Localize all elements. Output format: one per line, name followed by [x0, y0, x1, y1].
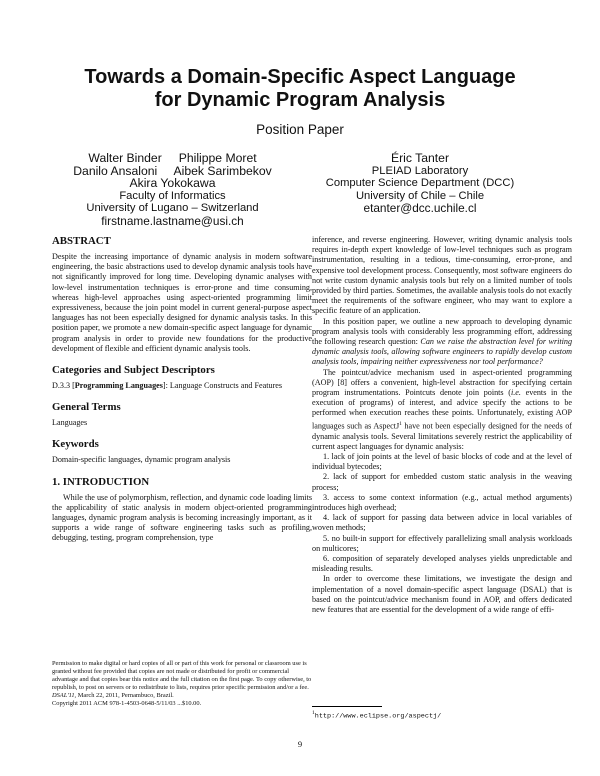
footnote-marker: 1 [399, 420, 402, 427]
abstract-heading: ABSTRACT [52, 235, 111, 247]
footnote [312, 706, 572, 721]
author-affiliation: University of Chile – Chile [355, 189, 485, 202]
introduction-heading: 1. INTRODUCTION [52, 475, 150, 488]
paper-title-line-2: for Dynamic Program Analysis [154, 89, 446, 111]
keywords-heading: Keywords [52, 438, 99, 451]
list-item: 2. lack of support for embedded custom static analysis in the weaving process; [312, 472, 572, 492]
author-name: Walter Binder [88, 151, 162, 165]
paragraph: inference, and reverse engineering. However, writing dynamic analysis tools requires in-depth expert knowledge of low-level techniques such as program instrumentation, resulting in a tedious, time-consuming, error-prone, and expensive tool development process. Consequently, most software engineers do not write custom dynamic analysis tools but rely on a limited number of tools provided by third parties. Sometimes, the available analysis tools do not exactly meet the requirements of the software engineer, who may want to explore a specific feature of an application. [312, 235, 572, 316]
research-question: Can we raise the abstraction level for writing dynamic analysis tools, allowing software engineers to rapidly develop custom analysis tools, impairing neither expressiveness nor tool performance? [312, 337, 573, 367]
list-item: 1. lack of join points at the level of basic blocks of code and at the level of individual bytecodes; [312, 451, 572, 472]
author-name: Danilo Ansaloni [73, 163, 158, 178]
footnote-text: $^1$http://www.eclipse.org/aspectj/ [312, 710, 442, 721]
permission-notice [52, 660, 312, 708]
categories-text: D.3.3 [Programming Languages]: Language Constructs and Features [52, 381, 283, 391]
author-email: etanter@dcc.uchile.cl [363, 201, 477, 216]
categories-heading: Categories and Subject Descriptors [52, 364, 215, 377]
author-block-right [310, 152, 530, 215]
author-name: Éric Tanter [390, 151, 450, 165]
copyright-line: Copyright 2011 ACM 978-1-4503-0648-5/11/03 ...$10.00. [52, 700, 202, 707]
footnote-url: http://www.eclipse.org/aspectj/ [314, 712, 442, 721]
list-item: 5. no built-in support for effectively parallelizing small analysis workloads on multicores; [312, 533, 572, 553]
author-email: firstname.lastname@usi.ch [101, 213, 244, 228]
general-terms-heading: General Terms [52, 401, 121, 414]
author-name: Philippe Moret [178, 151, 257, 165]
paper-title-line-1: Towards a Domain-Specific Aspect Language [84, 66, 516, 88]
author-name: Aibek Sarimbekov [173, 163, 272, 178]
author-name: Akira Yokokawa [129, 176, 216, 191]
abstract-text: Despite the increasing importance of dynamic analysis in modern software engineering, the basic abstractions used to develop dynamic analysis tools have not significantly improved for long time. Developing dynamic analyses with low-level instrumentation techniques is error-prone and time consuming, whereas high-level approaches using aspect-oriented programming limit expressiveness, because the join point model in current general-purpose aspect languages has not been especially designed for dynamic analysis tasks. In this position paper, we promote a new domain-specific aspect language for dynamic program analysis in order to provide new foundations for the productive development of flexible and efficient dynamic analysis tools. [52, 252, 312, 353]
author-affiliation: Computer Science Department (DCC) [325, 177, 515, 190]
keywords-text: Domain-specific languages, dynamic program analysis [52, 455, 231, 465]
author-affiliation: PLEIAD Laboratory [371, 164, 469, 177]
author-block-left [60, 152, 285, 228]
author-affiliation: Faculty of Informatics [119, 189, 226, 202]
research-question-paragraph: In this position paper, we outline a new approach to developing dynamic program analysis tools with considerably less programming effort, addressing the following research question: Can we raise the abstraction level for writing dynamic analysis tools, allowing software engineers to rapidly develop custom analysis tools, impairing neither expressiveness nor tool performance? [312, 316, 573, 367]
paragraph: The pointcut/advice mechanism used in aspect-oriented programming (AOP) [8] offers a convenient, high-level abstraction for specifying certain program instrumentations. Pointcuts denote join points (i.e. events in the execution of programs) of interest, and advice specify the actions to be performed when execution reaches these points. Unfortunately, existing AOP languages such as AspectJ$^1$ have not been especially designed for the needs of dynamic analysis tools. Several limitations severely restrict the applicability of current aspect languages for dynamic analysis: [312, 367, 572, 451]
paper-subtitle: Position Paper [256, 122, 344, 137]
permission-text: Permission to make digital or hard copies of all or part of this work for personal or classroom use is granted without fee provided that copies are not made or distributed for profit or commercial advantage and that copies bear this notice and the full citation on the first page. To copy otherwise, to republish, to post on servers or to redistribute to lists, requires prior specific permission and/or a fee. [52, 660, 312, 691]
list-item: 6. composition of separately developed analyses yields unpredictable and misleading results. [312, 554, 572, 574]
introduction-paragraph: While the use of polymorphism, reflection, and dynamic code loading limits the applicability of static analysis in modern object-oriented programming languages, dynamic program analysis is becoming increasingly important, as it supports a wide range of software engineering tasks such as profiling, debugging, testing, program comprehension, type [52, 492, 312, 543]
left-column [52, 235, 312, 544]
list-item: 3. access to some context information (e.g., actual method arguments) introduces high overhead; [312, 492, 572, 512]
author-affiliation: University of Lugano – Switzerland [86, 202, 259, 215]
right-column [312, 235, 572, 615]
list-item: 4. lack of support for passing data between advice in local variables of woven methods; [312, 513, 572, 533]
footnote-rule [312, 706, 382, 707]
paragraph: In order to overcome these limitations, we investigate the design and implementation of a novel domain-specific aspect language (DSAL) that is based on the pointcut/advice mechanism found in AOP, and offers dedicated new features that are essential for the development of a wide range of effi- [312, 574, 572, 615]
venue-line: DSAL'11, March 22, 2011, Pernambuco, Brazil. [52, 692, 174, 699]
general-terms-text: Languages [52, 418, 88, 428]
limitations-list [312, 452, 572, 574]
page-number: 9 [297, 739, 303, 749]
